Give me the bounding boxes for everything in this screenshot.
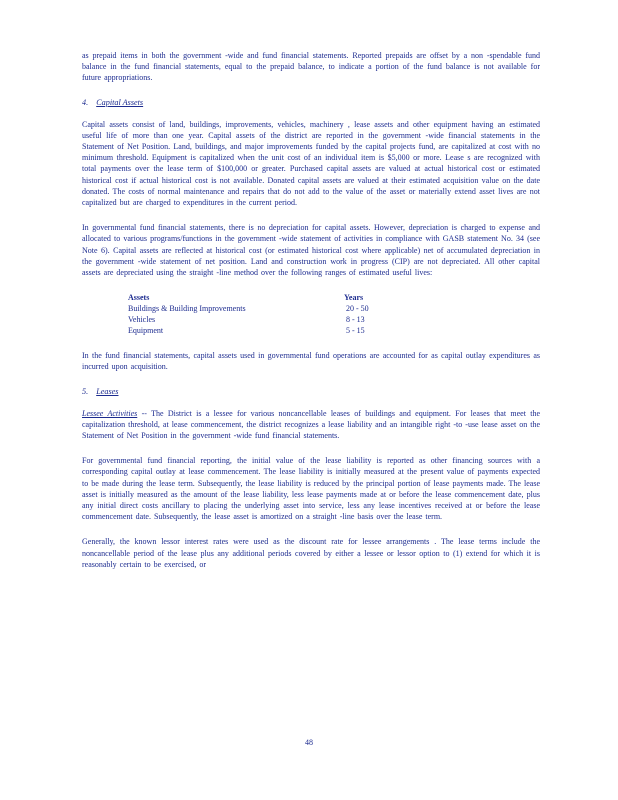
asset-class-cell: Equipment	[128, 326, 164, 336]
years-column-header: Years	[344, 293, 364, 303]
useful-lives-table	[128, 292, 369, 336]
useful-life-cell: 5 - 15	[346, 326, 365, 336]
section-heading-capital-assets	[82, 98, 540, 107]
paragraph-lease-reporting: For governmental fund financial reporting, the initial value of the lease liability is reported as other financing sources with a corresponding capital outlay at lease commencement. The lease liability is initially measured at the present value of payments expected to be made during the lease term. Subsequently, the lease liability is reduced by the principal portion of lease payments made. The lease asset is initially measured as the amount of the lease liability, less lease payments made at or before the lease commencement date, plus any initial direct costs ancillary to placing the underlying asset into service, less any lease incentives received at or before the lease commencement date. Subsequently, the lease asset is amortized on a straight -line basis over the lease term.	[82, 456, 540, 522]
table-header-row	[128, 292, 369, 303]
table-row	[128, 314, 369, 325]
paragraph-lessee-activities	[82, 408, 540, 442]
useful-life-cell: 20 - 50	[346, 304, 369, 314]
section-number: 4.	[82, 97, 89, 107]
section-title: Leases	[96, 386, 119, 396]
assets-column-header: Assets	[128, 293, 150, 303]
paragraph-capital-assets-definition: Capital assets consist of land, buildings, improvements, vehicles, machinery , lease assets and other equipment having an estimated useful life of more than one year. Capital assets of the district are reported in the government -wide financial statements in the Statement of Net Position. Land, buildings, and major improvements funded by the capital projects fund, are capitalized at cost with no minimum threshold. Equipment is capitalized when the unit cost of an individual item is $5,000 or more. Lease s are recognized with total payments over the lease term of $100,000 or greater. Purchased capital assets are valued at actual historical cost or estimated historical cost if actual historical cost is not available. Donated capital assets are valued at their estimated acquisition value on the date donated. The costs of normal maintenance and repairs that do not add to the value of the asset or materially extend asset lives are not capitalized but are charged to expenditures in the current period.	[82, 119, 540, 208]
table-row	[128, 325, 369, 336]
paragraph-prepaids: as prepaid items in both the government -wide and fund financial statements. Reported prepaids are offset by a non -spendable fund balance in the fund financial statements, equal to the prepaid balance, to indicate a portion of the fund balance is not available for future appropriations.	[82, 51, 540, 83]
page-number: 48	[305, 738, 313, 747]
lessee-activities-text: -- The District is a lessee for various noncancellable leases of buildings and equipment. For leases that meet the capitalization threshold, at lease commencement, the district recognizes a lease liability and an intangible right -to -use lease asset on the Statement of Net Position in the government -wide fund financial statements.	[82, 408, 540, 441]
asset-class-cell: Buildings & Building Improvements	[128, 304, 246, 314]
paragraph-capital-outlay: In the fund financial statements, capital assets used in governmental fund operations are accounted for as capital outlay expenditures as incurred upon acquisition.	[82, 351, 540, 372]
table-row	[128, 303, 369, 314]
document-page	[82, 50, 540, 584]
section-number: 5.	[82, 386, 89, 396]
useful-life-cell: 8 - 13	[346, 315, 365, 325]
section-title: Capital Assets	[96, 97, 144, 107]
section-heading-leases	[82, 387, 540, 396]
lessee-activities-label: Lessee Activities	[82, 408, 138, 418]
paragraph-discount-rate: Generally, the known lessor interest rates were used as the discount rate for lessee arrangements . The lease terms include the noncancellable period of the lease plus any additional periods covered by either a lessee or lessor option to (1) extend for which it is reasonably certain to be exercised, or	[82, 537, 540, 569]
paragraph-depreciation: In governmental fund financial statements, there is no depreciation for capital assets. However, depreciation is charged to expense and allocated to various programs/functions in the government -wide statement of activities in compliance with GASB statement No. 34 (see Note 6). Capital assets are reflected at historical cost (or estimated historical cost where applicable) net of accumulated depreciation in the government -wide statement of net position. Land and construction work in progress (CIP) are not depreciated. All other capital assets are depreciated using the straight -line method over the following ranges of estimated useful lives:	[82, 223, 540, 278]
asset-class-cell: Vehicles	[128, 315, 156, 325]
